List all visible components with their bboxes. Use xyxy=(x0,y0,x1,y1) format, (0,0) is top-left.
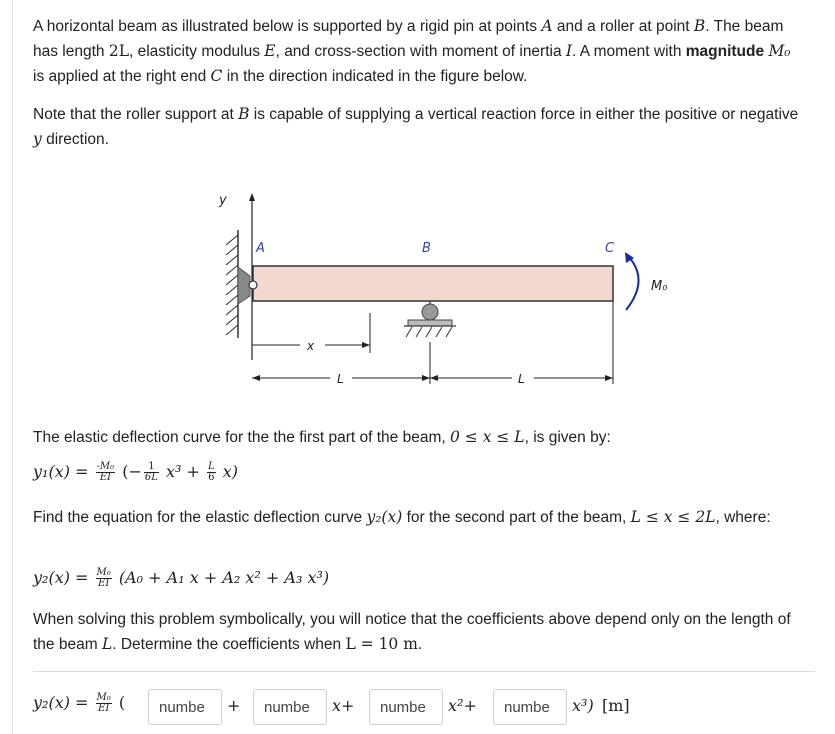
moment-arrow xyxy=(626,256,639,310)
coefficient-a1-input[interactable] xyxy=(253,689,327,725)
curve2-intro: Find the equation for the elastic deflection curve y₂(x) for the second part of the beam, L ≤ x ≤ 2L, where: xyxy=(33,508,771,526)
unit-label: [m] xyxy=(602,696,630,715)
roller-support xyxy=(404,301,456,337)
plus-sign: + xyxy=(227,696,241,715)
problem-statement: A horizontal beam as illustrated below is supported by a rigid pin at points A and a roller at point B. The beam has length 2L, elasticity modulus E, and cross-section with moment of inertia I. A moment with magnitude M₀ is applied at the right end C in the direction indicated in the figure below. xyxy=(33,17,791,85)
left-rule xyxy=(12,0,13,734)
roller-note: Note that the roller support at B is capable of supplying a vertical reaction force in either the positive or negative y direction. xyxy=(33,105,799,148)
point-c-label: C xyxy=(605,241,615,256)
answer-lhs: y₂(x) = $\frac{\text{M₀}}{EI}$ ( xyxy=(33,692,126,714)
coefficient-a0-input[interactable] xyxy=(148,689,222,725)
x-term: x+ xyxy=(332,696,355,715)
wall-hatching xyxy=(226,230,238,338)
x-dim-label: x xyxy=(307,339,315,353)
l2-dim-label: L xyxy=(518,372,525,386)
coefficient-a3-input[interactable] xyxy=(493,689,567,725)
curve1-equation: y₁(x) = $\frac{\text{-M₀}}{EI}$ (− $\frac{1}{6L}$ x³ + $\frac{L}{6}$ x) xyxy=(33,461,239,483)
point-b-label: B xyxy=(422,241,431,256)
solving-note: When solving this problem symbolically, you will notice that the coefficients above depend only on the length of the beam L. Determine the coefficients when L = 10 m. xyxy=(33,611,791,653)
coefficient-a2-input[interactable] xyxy=(369,689,443,725)
curve2-equation: y₂(x) = $\frac{\text{M₀}}{EI}$ (A₀ + A₁ x + A₂ x² + A₃ x³) xyxy=(33,567,330,589)
y-axis-label: y xyxy=(219,193,227,208)
point-a-label: A xyxy=(256,241,265,256)
moment-label: M₀ xyxy=(651,279,668,294)
l1-dim-label: L xyxy=(337,372,344,386)
x2-term: x²+ xyxy=(448,696,477,715)
curve1-intro: The elastic deflection curve for the the first part of the beam, 0 ≤ x ≤ L, is given by: xyxy=(33,428,611,446)
pin-hole xyxy=(249,281,257,289)
pin-support xyxy=(238,267,250,304)
beam-figure xyxy=(190,180,690,395)
divider xyxy=(33,671,815,672)
x3-term: x³) xyxy=(572,696,594,715)
beam xyxy=(253,266,613,301)
